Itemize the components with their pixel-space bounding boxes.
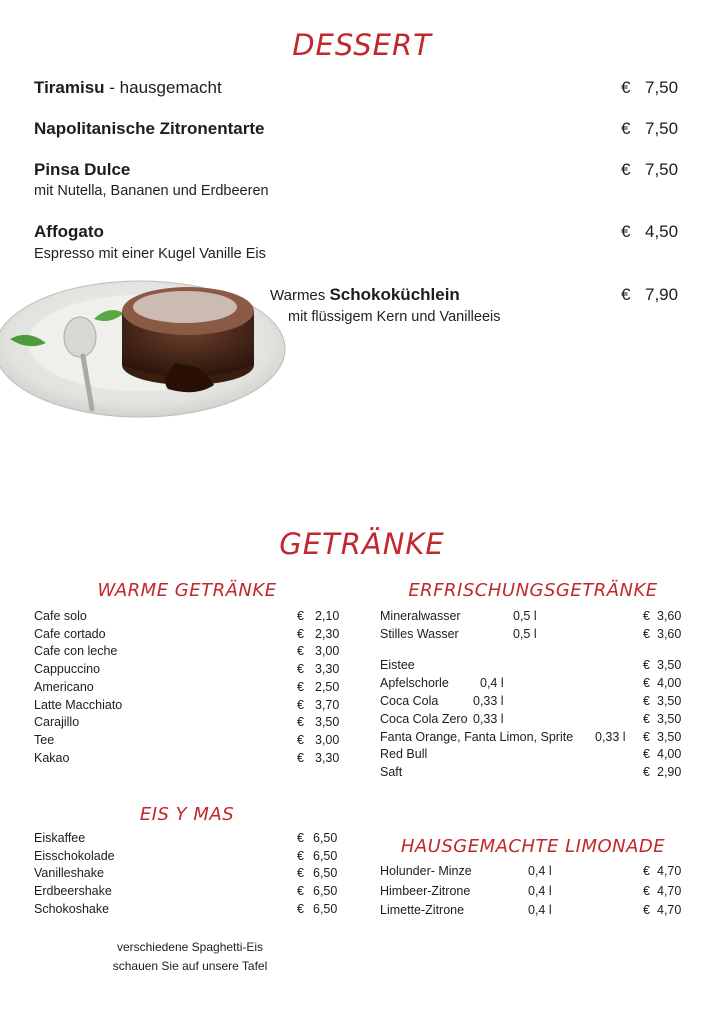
item-name: Mineralwasser [380, 609, 461, 623]
item-name: Eiskaffee [34, 831, 86, 845]
item-name: Carajillo [34, 715, 80, 729]
price-value: 4,50 [645, 222, 679, 241]
menu-row [380, 883, 686, 900]
currency-symbol: € [621, 78, 631, 97]
price-value: 7,50 [645, 119, 679, 138]
item-name: Cappuccino [34, 662, 101, 676]
item-name: Himbeer-Zitrone [380, 884, 471, 898]
menu-row [34, 901, 340, 918]
menu-row [380, 764, 686, 781]
price-value: 6,50 [313, 831, 338, 845]
currency-symbol: € [297, 849, 304, 863]
dessert-desc-pinsa-dulce: mit Nutella, Bananen und Erdbeeren [34, 183, 269, 199]
item-quantity: 0,33 l [473, 712, 504, 726]
price-value: 3,50 [657, 730, 682, 744]
currency-symbol: € [643, 627, 650, 641]
menu-row [380, 657, 686, 674]
item-name: Tee [34, 733, 55, 747]
item-name: Americano [34, 680, 94, 694]
menu-row [34, 830, 340, 847]
dessert-price-pinsa-dulce [621, 160, 678, 180]
item-name: Fanta Orange, Fanta Limon, Sprite [380, 730, 574, 744]
menu-row [34, 608, 340, 625]
item-quantity: 0,4 l [528, 903, 552, 917]
item-name: Coca Cola Zero [380, 712, 468, 726]
item-name: Latte Macchiato [34, 698, 123, 712]
dessert-desc-schokokuechlein: mit flüssigem Kern und Vanilleeis [288, 309, 501, 325]
menu-row [380, 711, 686, 728]
price-value: 3,70 [315, 698, 340, 712]
item-name: Stilles Wasser [380, 627, 459, 641]
item-quantity: 0,5 l [513, 627, 537, 641]
price-value: 4,00 [657, 747, 682, 761]
menu-row [380, 608, 686, 625]
price-value: 6,50 [313, 866, 338, 880]
item-name: Cafe solo [34, 609, 87, 623]
price-value: 3,30 [315, 751, 340, 765]
price-value: 3,50 [657, 712, 682, 726]
dessert-desc-affogato: Espresso mit einer Kugel Vanille Eis [34, 246, 266, 262]
price-value: 3,60 [657, 627, 682, 641]
currency-symbol: € [297, 715, 304, 729]
price-value: 7,50 [645, 160, 679, 179]
currency-symbol: € [643, 609, 650, 623]
currency-symbol: € [297, 751, 304, 765]
currency-symbol: € [297, 644, 304, 658]
getraenke-title: GETRÄNKE [279, 527, 445, 561]
warme-getraenke-title: WARME GETRÄNKE [97, 580, 277, 601]
currency-symbol: € [297, 680, 304, 694]
price-value: 7,50 [645, 78, 679, 97]
dessert-title: DESSERT [292, 28, 432, 62]
price-value: 4,70 [657, 864, 682, 878]
currency-symbol: € [297, 733, 304, 747]
dessert-item-pinsa-dulce: Pinsa Dulce [34, 160, 131, 179]
currency-symbol: € [643, 884, 650, 898]
item-quantity: 0,33 l [473, 694, 504, 708]
currency-symbol: € [643, 730, 650, 744]
price-value: 4,70 [657, 884, 682, 898]
price-value: 6,50 [313, 884, 338, 898]
price-value: 6,50 [313, 902, 338, 916]
price-value: 2,50 [315, 680, 340, 694]
chocolate-cake-plate-image [0, 277, 290, 427]
dish-suffix: - hausgemacht [104, 78, 222, 97]
menu-row [34, 883, 340, 900]
dessert-item-tiramisu [34, 78, 222, 98]
menu-row [34, 697, 340, 714]
dessert-price-schokokuechlein [621, 285, 678, 305]
currency-symbol: € [643, 765, 650, 779]
menu-row [34, 865, 340, 882]
currency-symbol: € [297, 662, 304, 676]
menu-row [34, 643, 340, 660]
item-name: Eistee [380, 658, 415, 672]
item-name: Kakao [34, 751, 70, 765]
currency-symbol: € [297, 627, 304, 641]
menu-row [34, 626, 340, 643]
menu-row [34, 732, 340, 749]
item-name: Red Bull [380, 747, 428, 761]
menu-row [380, 863, 686, 880]
currency-symbol: € [621, 222, 631, 241]
eis-y-mas-title: EIS Y MAS [139, 804, 235, 825]
item-name: Apfelschorle [380, 676, 449, 690]
price-value: 3,50 [657, 658, 682, 672]
currency-symbol: € [297, 902, 304, 916]
dessert-price-tiramisu [621, 78, 678, 98]
currency-symbol: € [643, 712, 650, 726]
item-name: Eisschokolade [34, 849, 115, 863]
item-quantity: 0,33 l [595, 730, 626, 744]
menu-row [34, 848, 340, 865]
currency-symbol: € [297, 698, 304, 712]
menu-row [380, 746, 686, 763]
currency-symbol: € [643, 658, 650, 672]
currency-symbol: € [297, 831, 304, 845]
price-value: 2,30 [315, 627, 340, 641]
dessert-price-affogato [621, 222, 678, 242]
dish-prefix: Warmes [270, 287, 330, 304]
currency-symbol: € [621, 285, 631, 304]
menu-row [380, 675, 686, 692]
currency-symbol: € [643, 903, 650, 917]
erfrischungsgetraenke-title: ERFRISCHUNGSGETRÄNKE [408, 580, 658, 601]
currency-symbol: € [297, 609, 304, 623]
price-value: 3,50 [657, 694, 682, 708]
item-name: Vanilleshake [34, 866, 104, 880]
currency-symbol: € [621, 119, 631, 138]
menu-row [380, 626, 686, 643]
currency-symbol: € [643, 676, 650, 690]
currency-symbol: € [297, 866, 304, 880]
currency-symbol: € [297, 884, 304, 898]
menu-row [34, 661, 340, 678]
menu-row [34, 750, 340, 767]
price-value: 3,30 [315, 662, 340, 676]
item-name: Schokoshake [34, 902, 110, 916]
menu-row [380, 902, 686, 919]
menu-row [34, 679, 340, 696]
currency-symbol: € [643, 747, 650, 761]
note-line-2: schauen Sie auf unsere Tafel [112, 959, 268, 973]
item-name: Saft [380, 765, 403, 779]
item-name: Coca Cola [380, 694, 439, 708]
note-line-1: verschiedene Spaghetti-Eis [116, 940, 264, 954]
dessert-item-schokokuechlein [270, 285, 460, 305]
price-value: 6,50 [313, 849, 338, 863]
dessert-item-zitronentarte: Napolitanische Zitronentarte [34, 119, 265, 138]
price-value: 3,60 [657, 609, 682, 623]
currency-symbol: € [643, 864, 650, 878]
item-quantity: 0,4 l [480, 676, 504, 690]
currency-symbol: € [643, 694, 650, 708]
price-value: 7,90 [645, 285, 679, 304]
spaghetti-eis-note [80, 938, 300, 976]
price-value: 3,00 [315, 733, 340, 747]
dish-name: Schokoküchlein [329, 285, 460, 304]
dessert-item-affogato: Affogato [34, 222, 104, 241]
item-name: Cafe cortado [34, 627, 106, 641]
item-quantity: 0,4 l [528, 864, 552, 878]
item-name: Limette-Zitrone [380, 903, 465, 917]
dish-name: Tiramisu [34, 78, 105, 97]
item-name: Erdbeershake [34, 884, 112, 898]
dessert-price-zitronentarte [621, 119, 678, 139]
item-name: Holunder- Minze [380, 864, 472, 878]
limonade-title: HAUSGEMACHTE LIMONADE [400, 836, 666, 857]
currency-symbol: € [621, 160, 631, 179]
price-value: 4,00 [657, 676, 682, 690]
price-value: 2,90 [657, 765, 682, 779]
price-value: 2,10 [315, 609, 340, 623]
price-value: 3,00 [315, 644, 340, 658]
item-name: Cafe con leche [34, 644, 118, 658]
item-quantity: 0,4 l [528, 884, 552, 898]
item-quantity: 0,5 l [513, 609, 537, 623]
price-value: 3,50 [315, 715, 340, 729]
menu-row [34, 714, 340, 731]
price-value: 4,70 [657, 903, 682, 917]
menu-row [380, 729, 686, 746]
menu-row [380, 693, 686, 710]
